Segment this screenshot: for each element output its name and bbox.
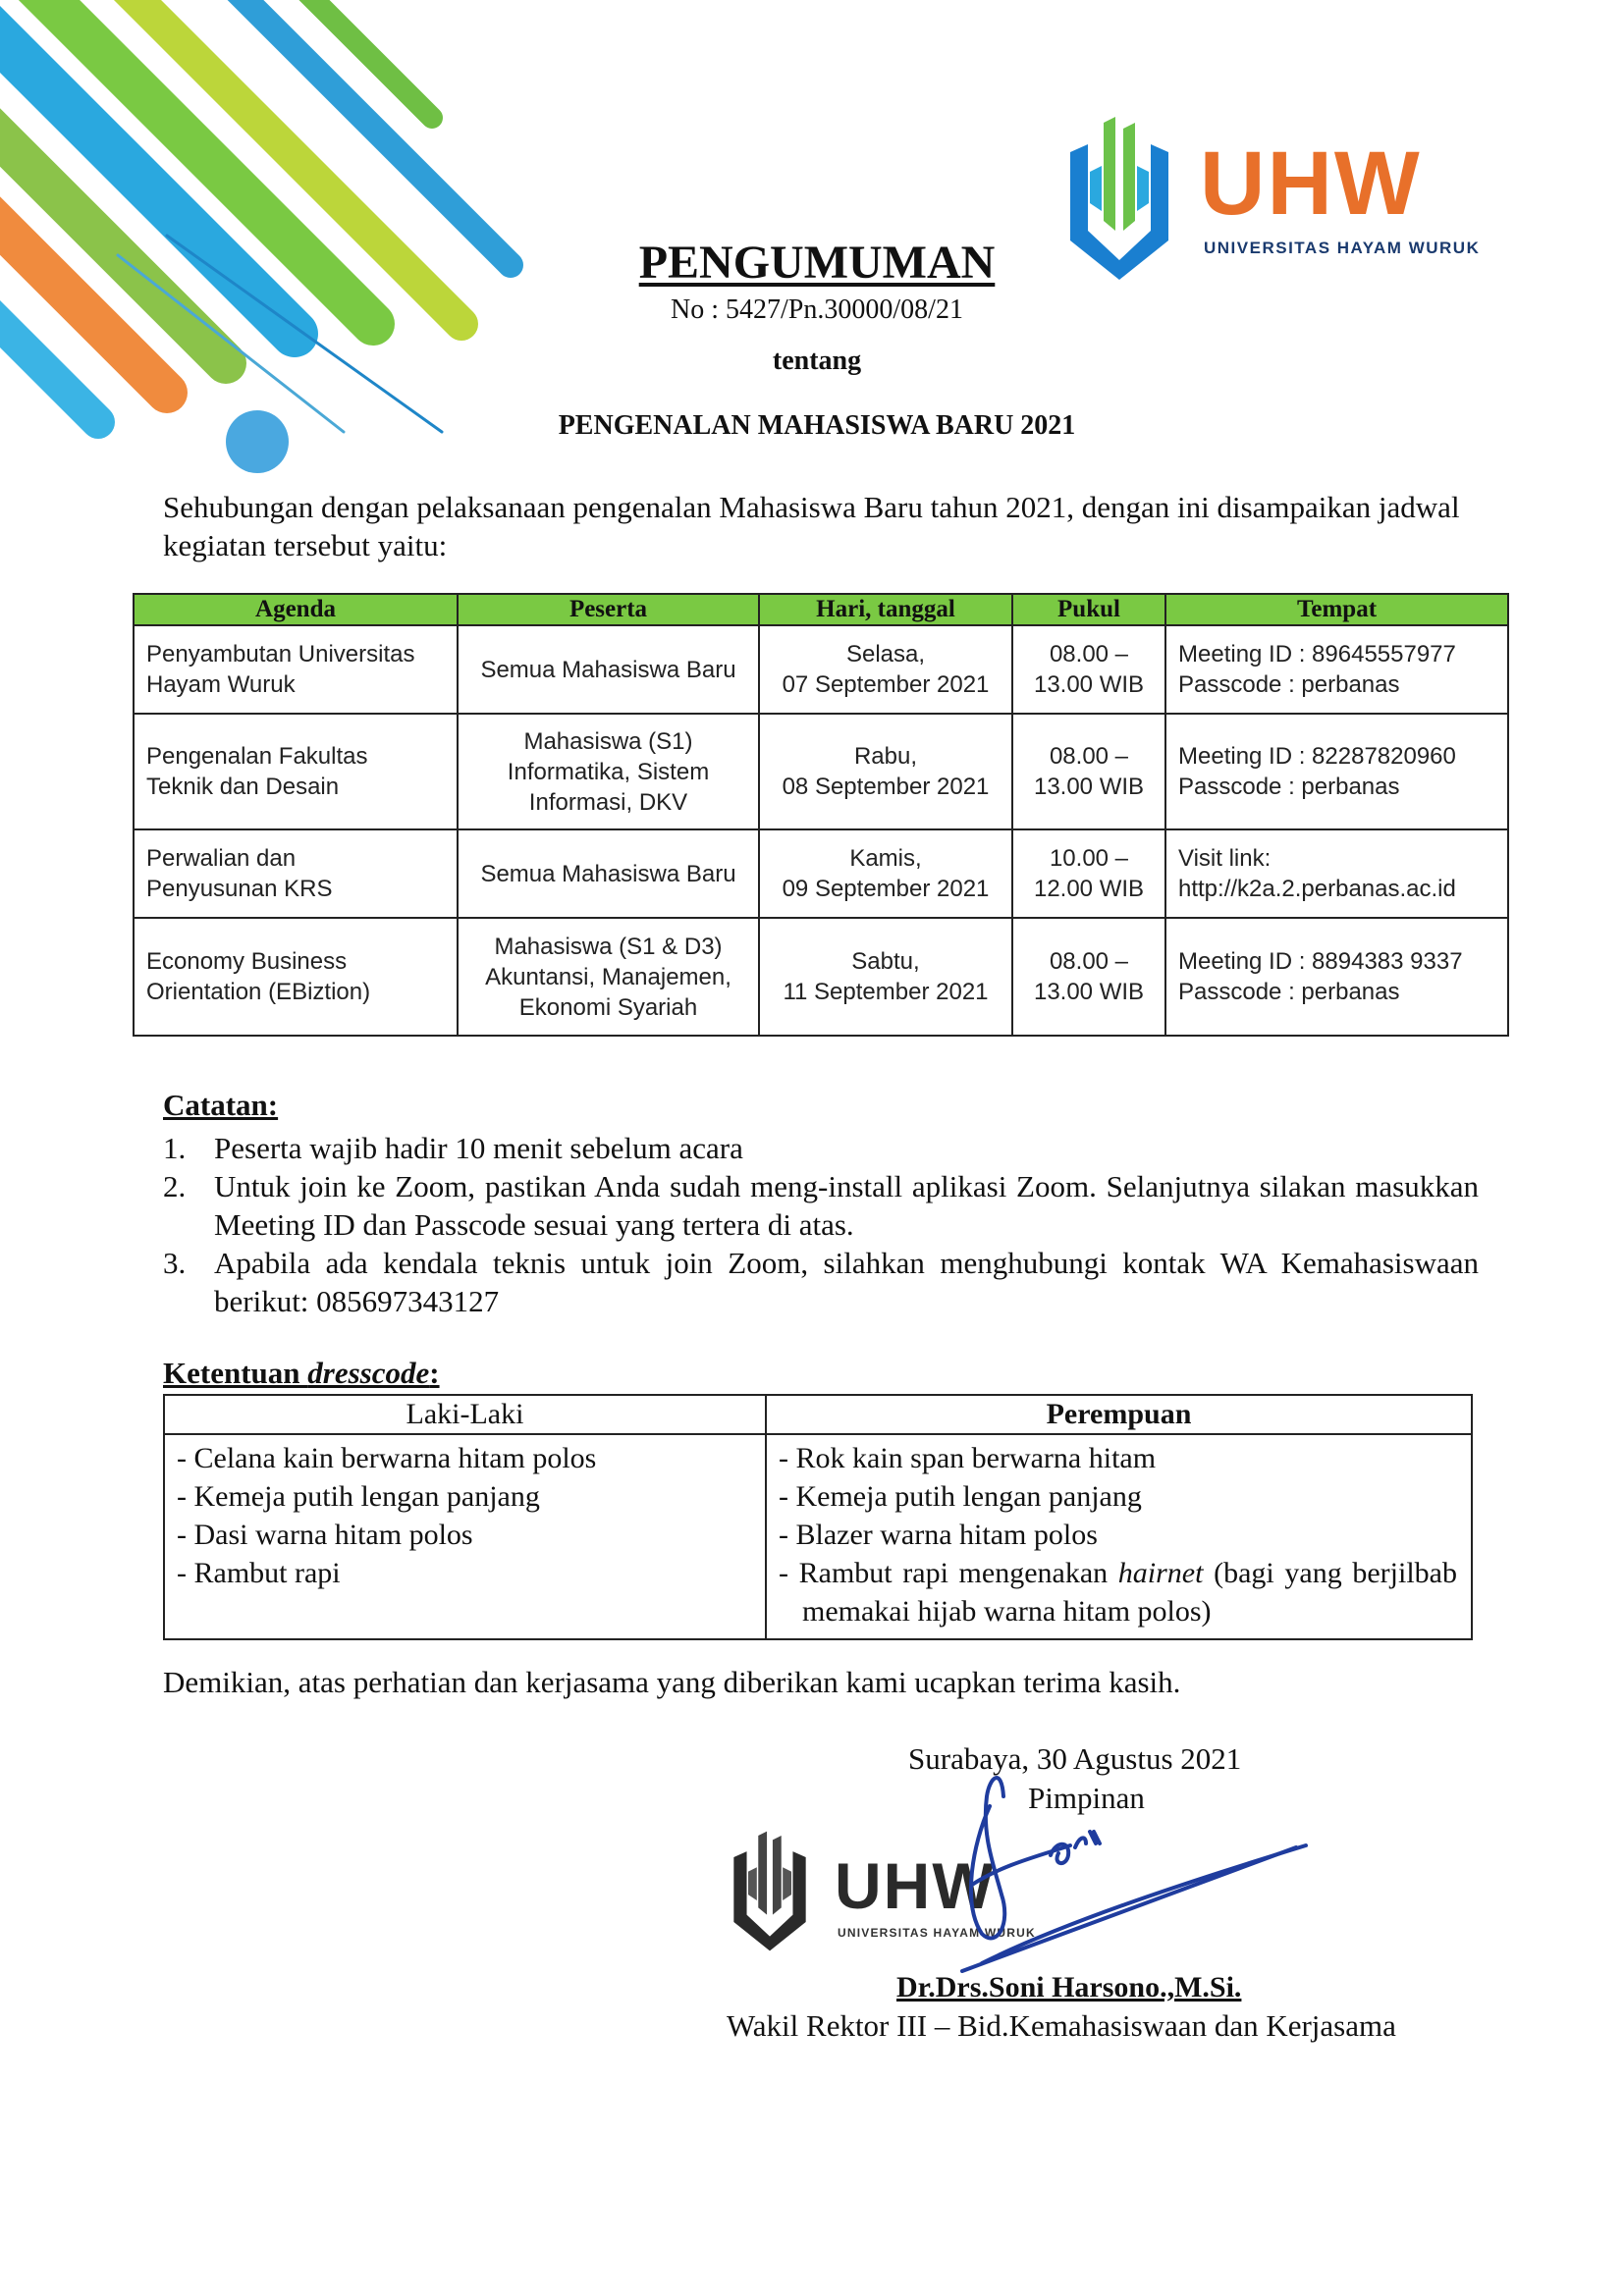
col-header-tanggal: Hari, tanggal [759, 594, 1012, 625]
uhw-logo-text: UHW [1200, 133, 1422, 234]
table-row [134, 714, 1508, 829]
schedule-header-row [134, 594, 1508, 625]
cell-pukul: 08.00 – 13.00 WIB [1012, 714, 1165, 829]
cell-peserta: Mahasiswa (S1) Informatika, Sistem Informasi, DKV [458, 714, 759, 829]
cell-tempat: Meeting ID : 82287820960 Passcode : perbanas [1165, 714, 1508, 829]
closing-paragraph: Demikian, atas perhatian dan kerjasama yang diberikan kami ucapkan terima kasih. [163, 1665, 1181, 1699]
cell-peserta: Semua Mahasiswa Baru [458, 625, 759, 714]
cell-tempat: Visit link: http://k2a.2.perbanas.ac.id [1165, 829, 1508, 918]
signatory-title: Wakil Rektor III – Bid.Kemahasiswaan dan Kerjasama [727, 2008, 1396, 2043]
notes-heading: Catatan: [163, 1088, 279, 1122]
signature-role: Pimpinan [1028, 1781, 1145, 1815]
cell-tempat: Meeting ID : 89645557977 Passcode : perbanas [1165, 625, 1508, 714]
announcement-number: No : 5427/Pn.30000/08/21 [671, 294, 963, 325]
tentang-label: tentang [772, 346, 862, 376]
col-header-pukul: Pukul [1012, 594, 1165, 625]
list-item: 1. Peserta wajib hadir 10 menit sebelum acara [163, 1131, 743, 1165]
uhw-logo-subtitle: UNIVERSITAS HAYAM WURUK [1204, 239, 1481, 257]
cell-agenda: Perwalian dan Penyusunan KRS [134, 829, 458, 918]
col-header-laki: Laki-Laki [164, 1395, 766, 1434]
table-row [134, 829, 1508, 918]
handwritten-signature [943, 1737, 1316, 1973]
cell-tanggal: Sabtu, 11 September 2021 [759, 918, 1012, 1036]
col-header-agenda: Agenda [134, 594, 458, 625]
table-row [134, 625, 1508, 714]
cell-tanggal: Rabu, 08 September 2021 [759, 714, 1012, 829]
cell-pukul: 08.00 – 13.00 WIB [1012, 918, 1165, 1036]
dresscode-header-row [164, 1395, 1472, 1434]
cell-laki: - Celana kain berwarna hitam polos - Kemeja putih lengan panjang - Dasi warna hitam polos - Rambut rapi [164, 1434, 766, 1639]
cell-agenda: Penyambutan Universitas Hayam Wuruk [134, 625, 458, 714]
cell-agenda: Economy Business Orientation (EBiztion) [134, 918, 458, 1036]
cell-peserta: Mahasiswa (S1 & D3) Akuntansi, Manajemen, Ekonomi Syariah [458, 918, 759, 1036]
col-header-perempuan: Perempuan [766, 1395, 1472, 1434]
col-header-peserta: Peserta [458, 594, 759, 625]
uhw-stamp-text: UHW [835, 1849, 996, 1922]
dresscode-table [163, 1394, 1473, 1640]
notes-list [163, 1129, 1479, 1320]
signature-city-date: Surabaya, 30 Agustus 2021 [908, 1741, 1242, 1776]
uhw-emblem-icon [727, 1826, 813, 1953]
table-row [134, 918, 1508, 1036]
cell-tempat: Meeting ID : 8894383 9337 Passcode : perbanas [1165, 918, 1508, 1036]
announcement-subject: PENGENALAN MAHASISWA BARU 2021 [558, 410, 1076, 441]
visit-link: http://k2a.2.perbanas.ac.id [1178, 876, 1456, 902]
cell-tanggal: Selasa, 07 September 2021 [759, 625, 1012, 714]
table-row [164, 1434, 1472, 1639]
intro-paragraph: Sehubungan dengan pelaksanaan pengenalan Mahasiswa Baru tahun 2021, dengan ini disampaikan jadwal kegiatan tersebut yaitu: [163, 490, 1460, 562]
cell-peserta: Semua Mahasiswa Baru [458, 829, 759, 918]
signatory-name: Dr.Drs.Soni Harsono.,M.Si. [896, 1971, 1242, 2003]
cell-pukul: 08.00 – 13.00 WIB [1012, 625, 1165, 714]
cell-agenda: Pengenalan Fakultas Teknik dan Desain [134, 714, 458, 829]
list-item: 2. Untuk join ke Zoom, pastikan Anda sudah meng-install aplikasi Zoom. Selanjutnya silakan masukkan Meeting ID dan Passcode sesuai yang tertera di atas. [163, 1169, 1479, 1242]
col-header-tempat: Tempat [1165, 594, 1508, 625]
schedule-table [133, 593, 1509, 1037]
dresscode-heading: Ketentuan dresscode: [163, 1356, 440, 1390]
uhw-stamp-subtitle: UNIVERSITAS HAYAM WURUK [838, 1926, 1036, 1940]
list-item: 3. Apabila ada kendala teknis untuk join Zoom, silahkan menghubungi kontak WA Kemahasiswaan berikut: 085697343127 [163, 1246, 1479, 1318]
cell-pukul: 10.00 – 12.00 WIB [1012, 829, 1165, 918]
page-title: PENGUMUMAN [638, 237, 996, 289]
cell-tanggal: Kamis, 09 September 2021 [759, 829, 1012, 918]
cell-perempuan: - Rok kain span berwarna hitam - Kemeja putih lengan panjang - Blazer warna hitam polos - Rambut rapi mengenakan hairnet (bagi yang berjilbab memakai hijab warna hitam polos) [766, 1434, 1472, 1639]
